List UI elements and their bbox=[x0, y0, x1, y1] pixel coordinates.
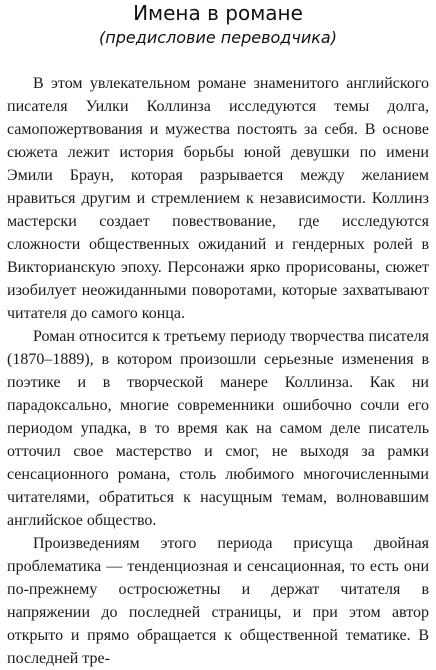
paragraph-3: Произведениям этого периода присуща двойная проблематика — тенденциозная и сенсационная, то есть они по-прежнему остросюжетны и держат читателя в напряжении до последней страницы, и при этом автор открыто и прямо обращается к общественной тематике. В последней тре- bbox=[7, 535, 429, 667]
body-text bbox=[7, 72, 429, 670]
chapter-title: Имена в романе bbox=[133, 1, 303, 25]
chapter-subtitle: (предисловие переводчика) bbox=[99, 28, 337, 47]
paragraph-2: Роман относится к третьему периоду творчества писателя (1870–1889), в котором произошли серьезные изменения в поэтике и в творческой манере Коллинза. Как ни парадоксально, многие современники ошибочно сочли его периодом упадка, в то время как на самом деле писатель отточил свое мастерство и смог, не выходя за рамки сенсационного романа, столь любимого многочисленными читателями, обратиться к насущным темам, волновавшим английское общество. bbox=[7, 328, 429, 529]
paragraph-1: В этом увлекательном романе знаменитого английского писателя Уилки Коллинза исследуются темы долга, самопожертвования и мужества постоять за себя. В основе сюжета лежит история борьбы юной девушки по имени Эмили Браун, которая разрывается между желанием нравиться другим и стремлением к независимости. Коллинз мастерски создает повествование, где исследуются сложности общественных ожиданий и гендерных ролей в Викторианскую эпоху. Персонажи ярко прорисованы, сюжет изобилует неожиданными поворотами, которые захватывают читателя до самого конца. bbox=[7, 75, 429, 322]
